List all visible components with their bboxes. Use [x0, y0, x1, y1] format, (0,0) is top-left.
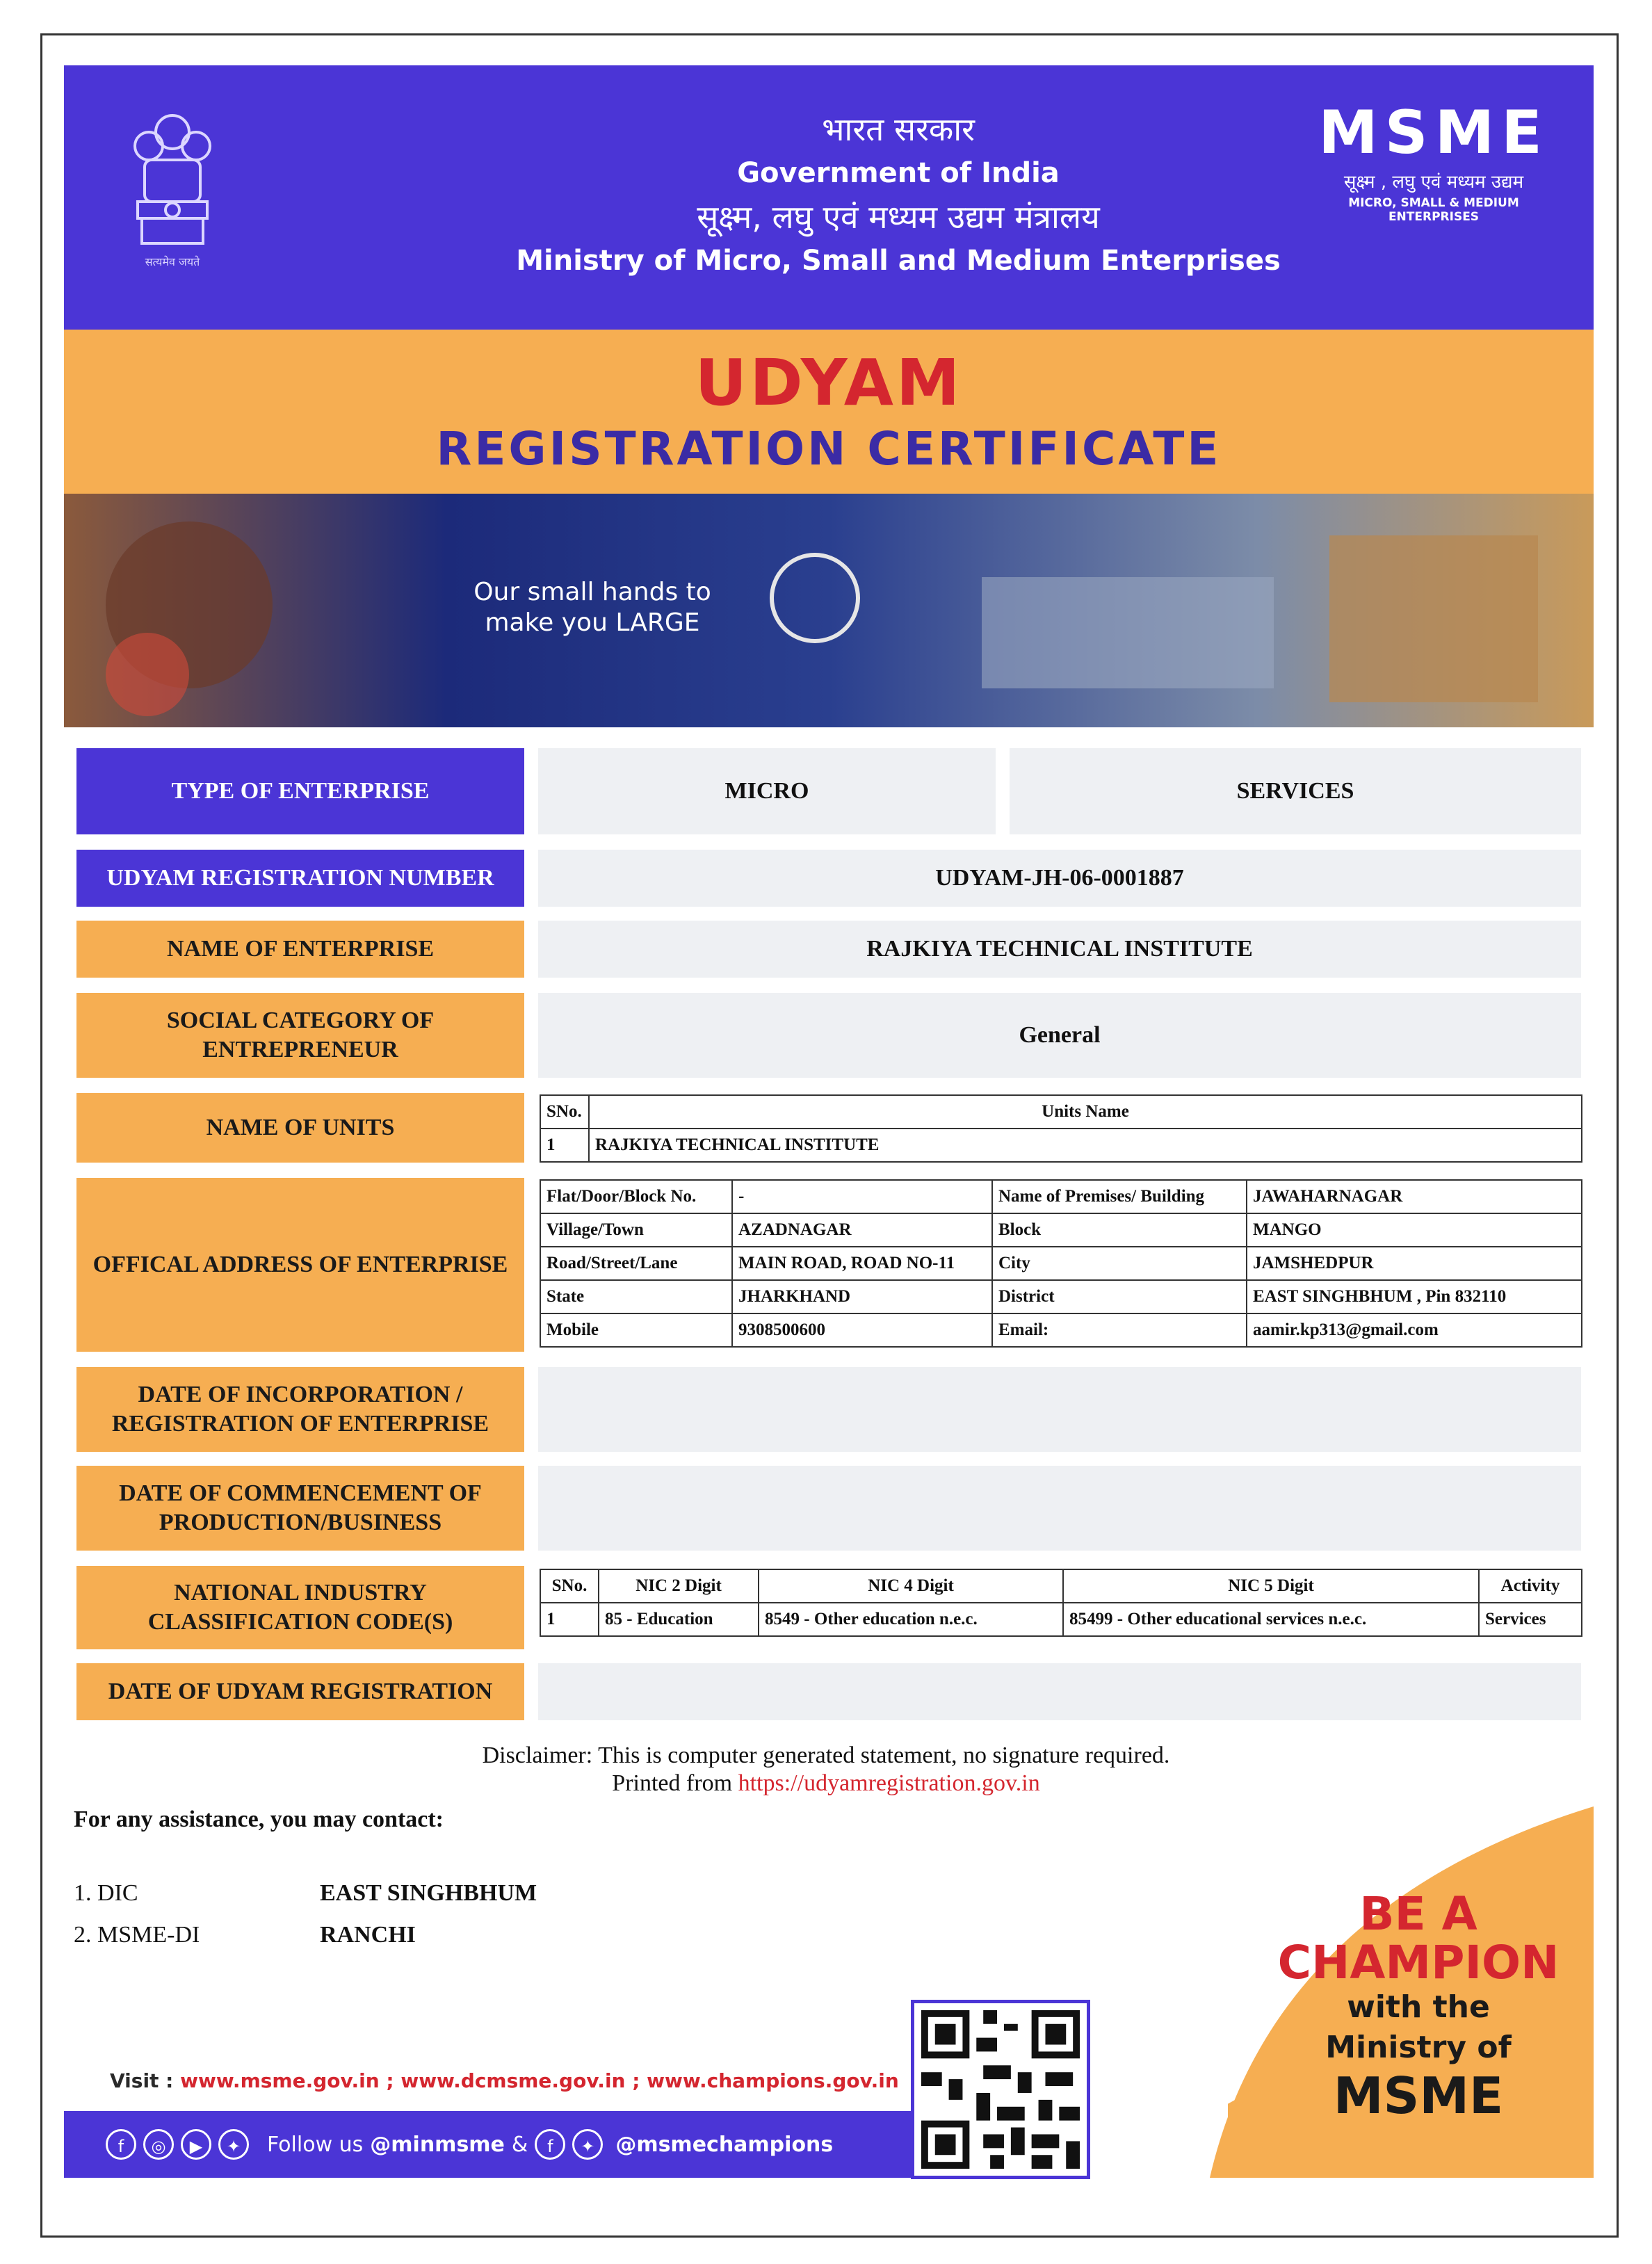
- social-category-value: General: [538, 993, 1581, 1078]
- banner-illustration: [64, 494, 1594, 727]
- incorporation-date-value: [538, 1367, 1581, 1452]
- gov-english: Government of India: [737, 157, 1060, 189]
- address-table: [540, 1179, 1582, 1348]
- nic-row-activity: Services: [1479, 1603, 1582, 1636]
- msme-logo: [1315, 98, 1552, 224]
- visit-label: Visit :: [110, 2069, 174, 2092]
- printed-from-line: [0, 1769, 1652, 1798]
- printed-from-link[interactable]: https://udyamregistration.gov.in: [738, 1770, 1040, 1796]
- champion-line-4: Ministry of: [1325, 2030, 1512, 2065]
- units-row-sno: 1: [540, 1129, 589, 1162]
- msme-logo-hindi: सूक्ष्म , लघु एवं मध्यम उद्यम: [1343, 172, 1524, 193]
- follow-handle-1[interactable]: @minmsme: [370, 2132, 505, 2157]
- addr-mobile-key: Mobile: [540, 1313, 732, 1347]
- tagline-line-1: Our small hands to: [473, 578, 711, 606]
- champion-line-2: CHAMPION: [1277, 1936, 1560, 1989]
- certificate-title: UDYAM: [695, 346, 963, 420]
- visit-urls[interactable]: www.msme.gov.in ; www.dcmsme.gov.in ; www.champions.gov.in: [180, 2069, 899, 2092]
- champion-line-5: MSME: [1333, 2067, 1504, 2125]
- government-heading: [412, 107, 1385, 282]
- nic-header-2digit: NIC 2 Digit: [599, 1569, 759, 1603]
- registration-number-label: UDYAM REGISTRATION NUMBER: [76, 850, 524, 907]
- ministry-english: Ministry of Micro, Small and Medium Enterprises: [516, 245, 1281, 277]
- nic-row-5digit: 85499 - Other educational services n.e.c.: [1063, 1603, 1479, 1636]
- ministry-hindi: सूक्ष्म, लघु एवं मध्यम उद्यम मंत्रालय: [697, 198, 1100, 236]
- udyam-date-value: [538, 1663, 1581, 1720]
- addr-village-key: Village/Town: [540, 1213, 732, 1247]
- addr-block-value: MANGO: [1247, 1213, 1582, 1247]
- facebook-icon[interactable]: f: [106, 2129, 136, 2160]
- champion-line-3: with the: [1347, 1989, 1490, 2025]
- addr-premises-key: Name of Premises/ Building: [992, 1180, 1247, 1213]
- visit-line: [110, 2069, 899, 2092]
- nic-row-sno: 1: [540, 1603, 599, 1636]
- printed-from-label: Printed from: [612, 1770, 733, 1796]
- youtube-icon[interactable]: ▶: [181, 2129, 211, 2160]
- nic-header-sno: SNo.: [540, 1569, 599, 1603]
- enterprise-name-label: NAME OF ENTERPRISE: [76, 921, 524, 978]
- units-table: [540, 1094, 1582, 1163]
- addr-premises-value: JAWAHARNAGAR: [1247, 1180, 1582, 1213]
- addr-state-key: State: [540, 1280, 732, 1313]
- emblem-caption: सत्यमेव जयते: [145, 255, 200, 268]
- social-follow-band: [64, 2111, 911, 2178]
- nic-header-5digit: NIC 5 Digit: [1063, 1569, 1479, 1603]
- units-header-name: Units Name: [589, 1095, 1582, 1129]
- addr-village-value: AZADNAGAR: [732, 1213, 992, 1247]
- addr-flat-key: Flat/Door/Block No.: [540, 1180, 732, 1213]
- contact-1-value: EAST SINGHBHUM: [320, 1880, 537, 1906]
- msme-logo-english: MICRO, SMALL & MEDIUM ENTERPRISES: [1348, 196, 1519, 224]
- units-label: NAME OF UNITS: [76, 1093, 524, 1163]
- nic-header-4digit: NIC 4 Digit: [759, 1569, 1063, 1603]
- tagline-line-2: make you LARGE: [485, 608, 700, 637]
- title-band: [64, 330, 1594, 494]
- registration-number-value: UDYAM-JH-06-0001887: [538, 850, 1581, 907]
- contact-2-value: RANCHI: [320, 1922, 416, 1948]
- twitter-icon[interactable]: ✦: [218, 2129, 249, 2160]
- addr-city-key: City: [992, 1247, 1247, 1280]
- banner-tagline: [453, 577, 731, 638]
- national-emblem-icon: [128, 104, 217, 278]
- social-category-label: SOCIAL CATEGORY OF ENTREPRENEUR: [76, 993, 524, 1078]
- commencement-date-value: [538, 1466, 1581, 1551]
- type-value-services: SERVICES: [1010, 748, 1581, 834]
- commencement-date-label: DATE OF COMMENCEMENT OF PRODUCTION/BUSINESS: [76, 1466, 524, 1551]
- nic-row-4digit: 8549 - Other education n.e.c.: [759, 1603, 1063, 1636]
- contact-1-key: 1. DIC: [74, 1880, 138, 1906]
- nic-row-2digit: 85 - Education: [599, 1603, 759, 1636]
- addr-state-value: JHARKHAND: [732, 1280, 992, 1313]
- qr-code[interactable]: [911, 2000, 1090, 2179]
- nic-table: [540, 1569, 1582, 1637]
- addr-block-key: Block: [992, 1213, 1247, 1247]
- addr-flat-value: -: [732, 1180, 992, 1213]
- instagram-icon[interactable]: ◎: [143, 2129, 174, 2160]
- gov-hindi: भारत सरकार: [822, 111, 975, 148]
- incorporation-date-label: DATE OF INCORPORATION / REGISTRATION OF ENTERPRISE: [76, 1367, 524, 1452]
- follow-ampersand: &: [511, 2132, 528, 2157]
- enterprise-name-value: RAJKIYA TECHNICAL INSTITUTE: [538, 921, 1581, 978]
- address-label: OFFICAL ADDRESS OF ENTERPRISE: [76, 1178, 524, 1352]
- addr-road-key: Road/Street/Lane: [540, 1247, 732, 1280]
- units-row-name: RAJKIYA TECHNICAL INSTITUTE: [589, 1129, 1582, 1162]
- champion-text: [1265, 1887, 1571, 2125]
- addr-email-key: Email:: [992, 1313, 1247, 1347]
- addr-email-value: aamir.kp313@gmail.com: [1247, 1313, 1582, 1347]
- facebook-icon-2[interactable]: f: [535, 2129, 565, 2160]
- units-header-sno: SNo.: [540, 1095, 589, 1129]
- nic-header-activity: Activity: [1479, 1569, 1582, 1603]
- contact-heading: For any assistance, you may contact:: [74, 1806, 444, 1832]
- photo-banner: [64, 494, 1594, 727]
- qr-code-icon: [914, 2003, 1087, 2176]
- follow-label: Follow us: [267, 2132, 364, 2157]
- header-band: [64, 65, 1594, 330]
- certificate-subtitle: REGISTRATION CERTIFICATE: [436, 422, 1222, 476]
- contact-2-key: 2. MSME-DI: [74, 1922, 200, 1948]
- addr-mobile-value: 9308500600: [732, 1313, 992, 1347]
- nic-codes-label: NATIONAL INDUSTRY CLASSIFICATION CODE(S): [76, 1566, 524, 1649]
- type-value-micro: MICRO: [538, 748, 996, 834]
- addr-district-key: District: [992, 1280, 1247, 1313]
- type-of-enterprise-label: TYPE OF ENTERPRISE: [76, 748, 524, 834]
- msme-logo-word: MSME: [1318, 98, 1549, 168]
- twitter-icon-2[interactable]: ✦: [572, 2129, 603, 2160]
- addr-city-value: JAMSHEDPUR: [1247, 1247, 1582, 1280]
- udyam-date-label: DATE OF UDYAM REGISTRATION: [76, 1663, 524, 1720]
- champion-line-1: BE A: [1359, 1887, 1477, 1941]
- addr-district-value: EAST SINGHBHUM , Pin 832110: [1247, 1280, 1582, 1313]
- addr-road-value: MAIN ROAD, ROAD NO-11: [732, 1247, 992, 1280]
- disclaimer: Disclaimer: This is computer generated statement, no signature required.: [482, 1743, 1170, 1768]
- follow-handle-2[interactable]: @msmechampions: [615, 2132, 834, 2157]
